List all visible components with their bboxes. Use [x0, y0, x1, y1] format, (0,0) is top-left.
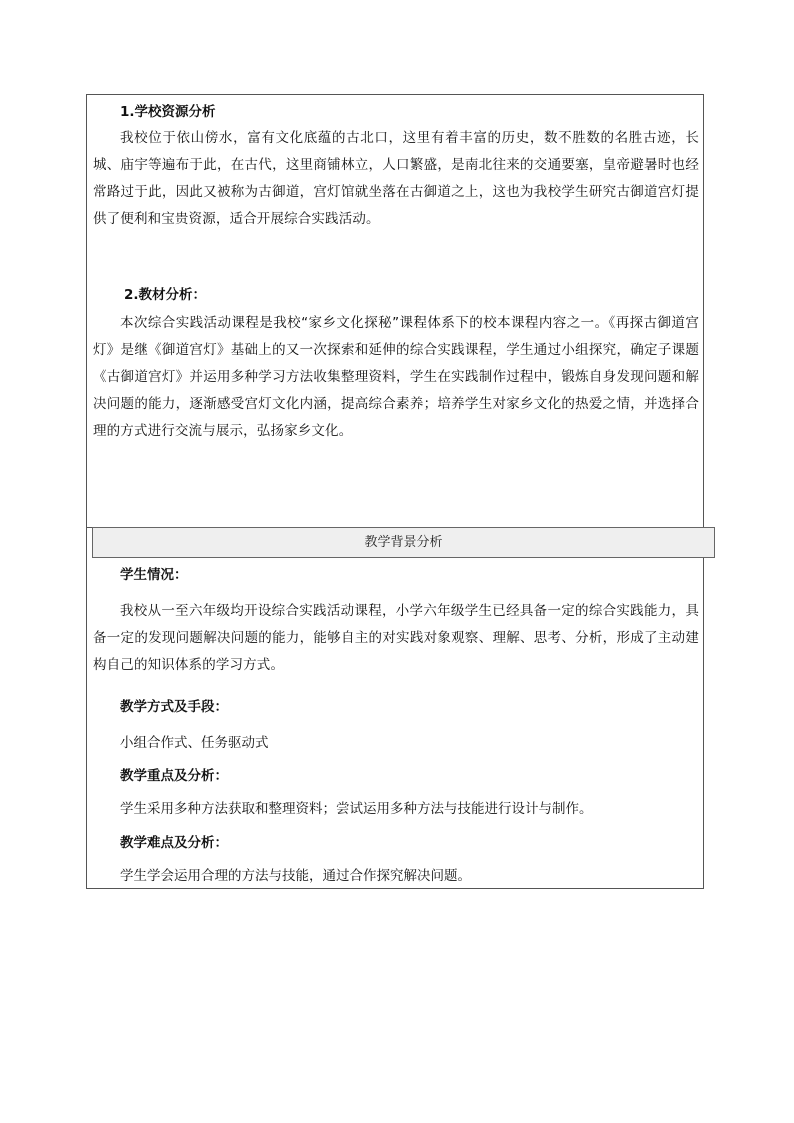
section2-heading: 2.教材分析： [124, 287, 207, 303]
key-points-heading: 教学重点及分析： [120, 768, 228, 784]
methods-heading: 教学方式及手段： [120, 699, 228, 715]
section2-paragraph: 本次综合实践活动课程是我校“家乡文化探秘”课程体系下的校本课程内容之一。《再探古御道宫灯》是继《御道宫灯》基础上的又一次探索和延伸的综合实践课程，学生通过小组探究，确定子课题《古御道宫灯》并运用多种学习方法收集整理资料，学生在实践制作过程中，锻炼自身发现问题和解决问题的能力，逐渐感受宫灯文化内涵，提高综合素养；培养学生对家乡文化的热爱之情，并选择合理的方式进行交流与展示，弘扬家乡文化。 [93, 315, 699, 439]
section-band-title: 教学背景分析 [92, 527, 715, 558]
methods-text: 小组合作式、任务驱动式 [120, 735, 269, 751]
difficulties-text: 学生学会运用合理的方法与技能，通过合作探究解决问题。 [120, 868, 471, 884]
students-heading: 学生情况： [120, 567, 188, 583]
students-paragraph: 我校从一至六年级均开设综合实践活动课程，小学六年级学生已经具备一定的综合实践能力，具备一定的发现问题解决问题的能力，能够自主的对实践对象观察、理解、思考、分析，形成了主动建构自己的知识体系的学习方式。 [93, 603, 699, 673]
section1-heading: 1.学校资源分析 [120, 104, 216, 120]
section1-paragraph: 我校位于依山傍水，富有文化底蕴的古北口，这里有着丰富的历史，数不胜数的名胜古迹，长城、庙宇等遍布于此，在古代，这里商铺林立，人口繁盛，是南北往来的交通要塞，皇帝避暑时也经常路过于此，因此又被称为古御道，宫灯馆就坐落在古御道之上，这也为我校学生研究古御道宫灯提供了便利和宝贵资源，适合开展综合实践活动。 [93, 130, 699, 227]
key-points-text: 学生采用多种方法获取和整理资料；尝试运用多种方法与技能进行设计与制作。 [120, 801, 593, 817]
difficulties-heading: 教学难点及分析： [120, 835, 228, 851]
